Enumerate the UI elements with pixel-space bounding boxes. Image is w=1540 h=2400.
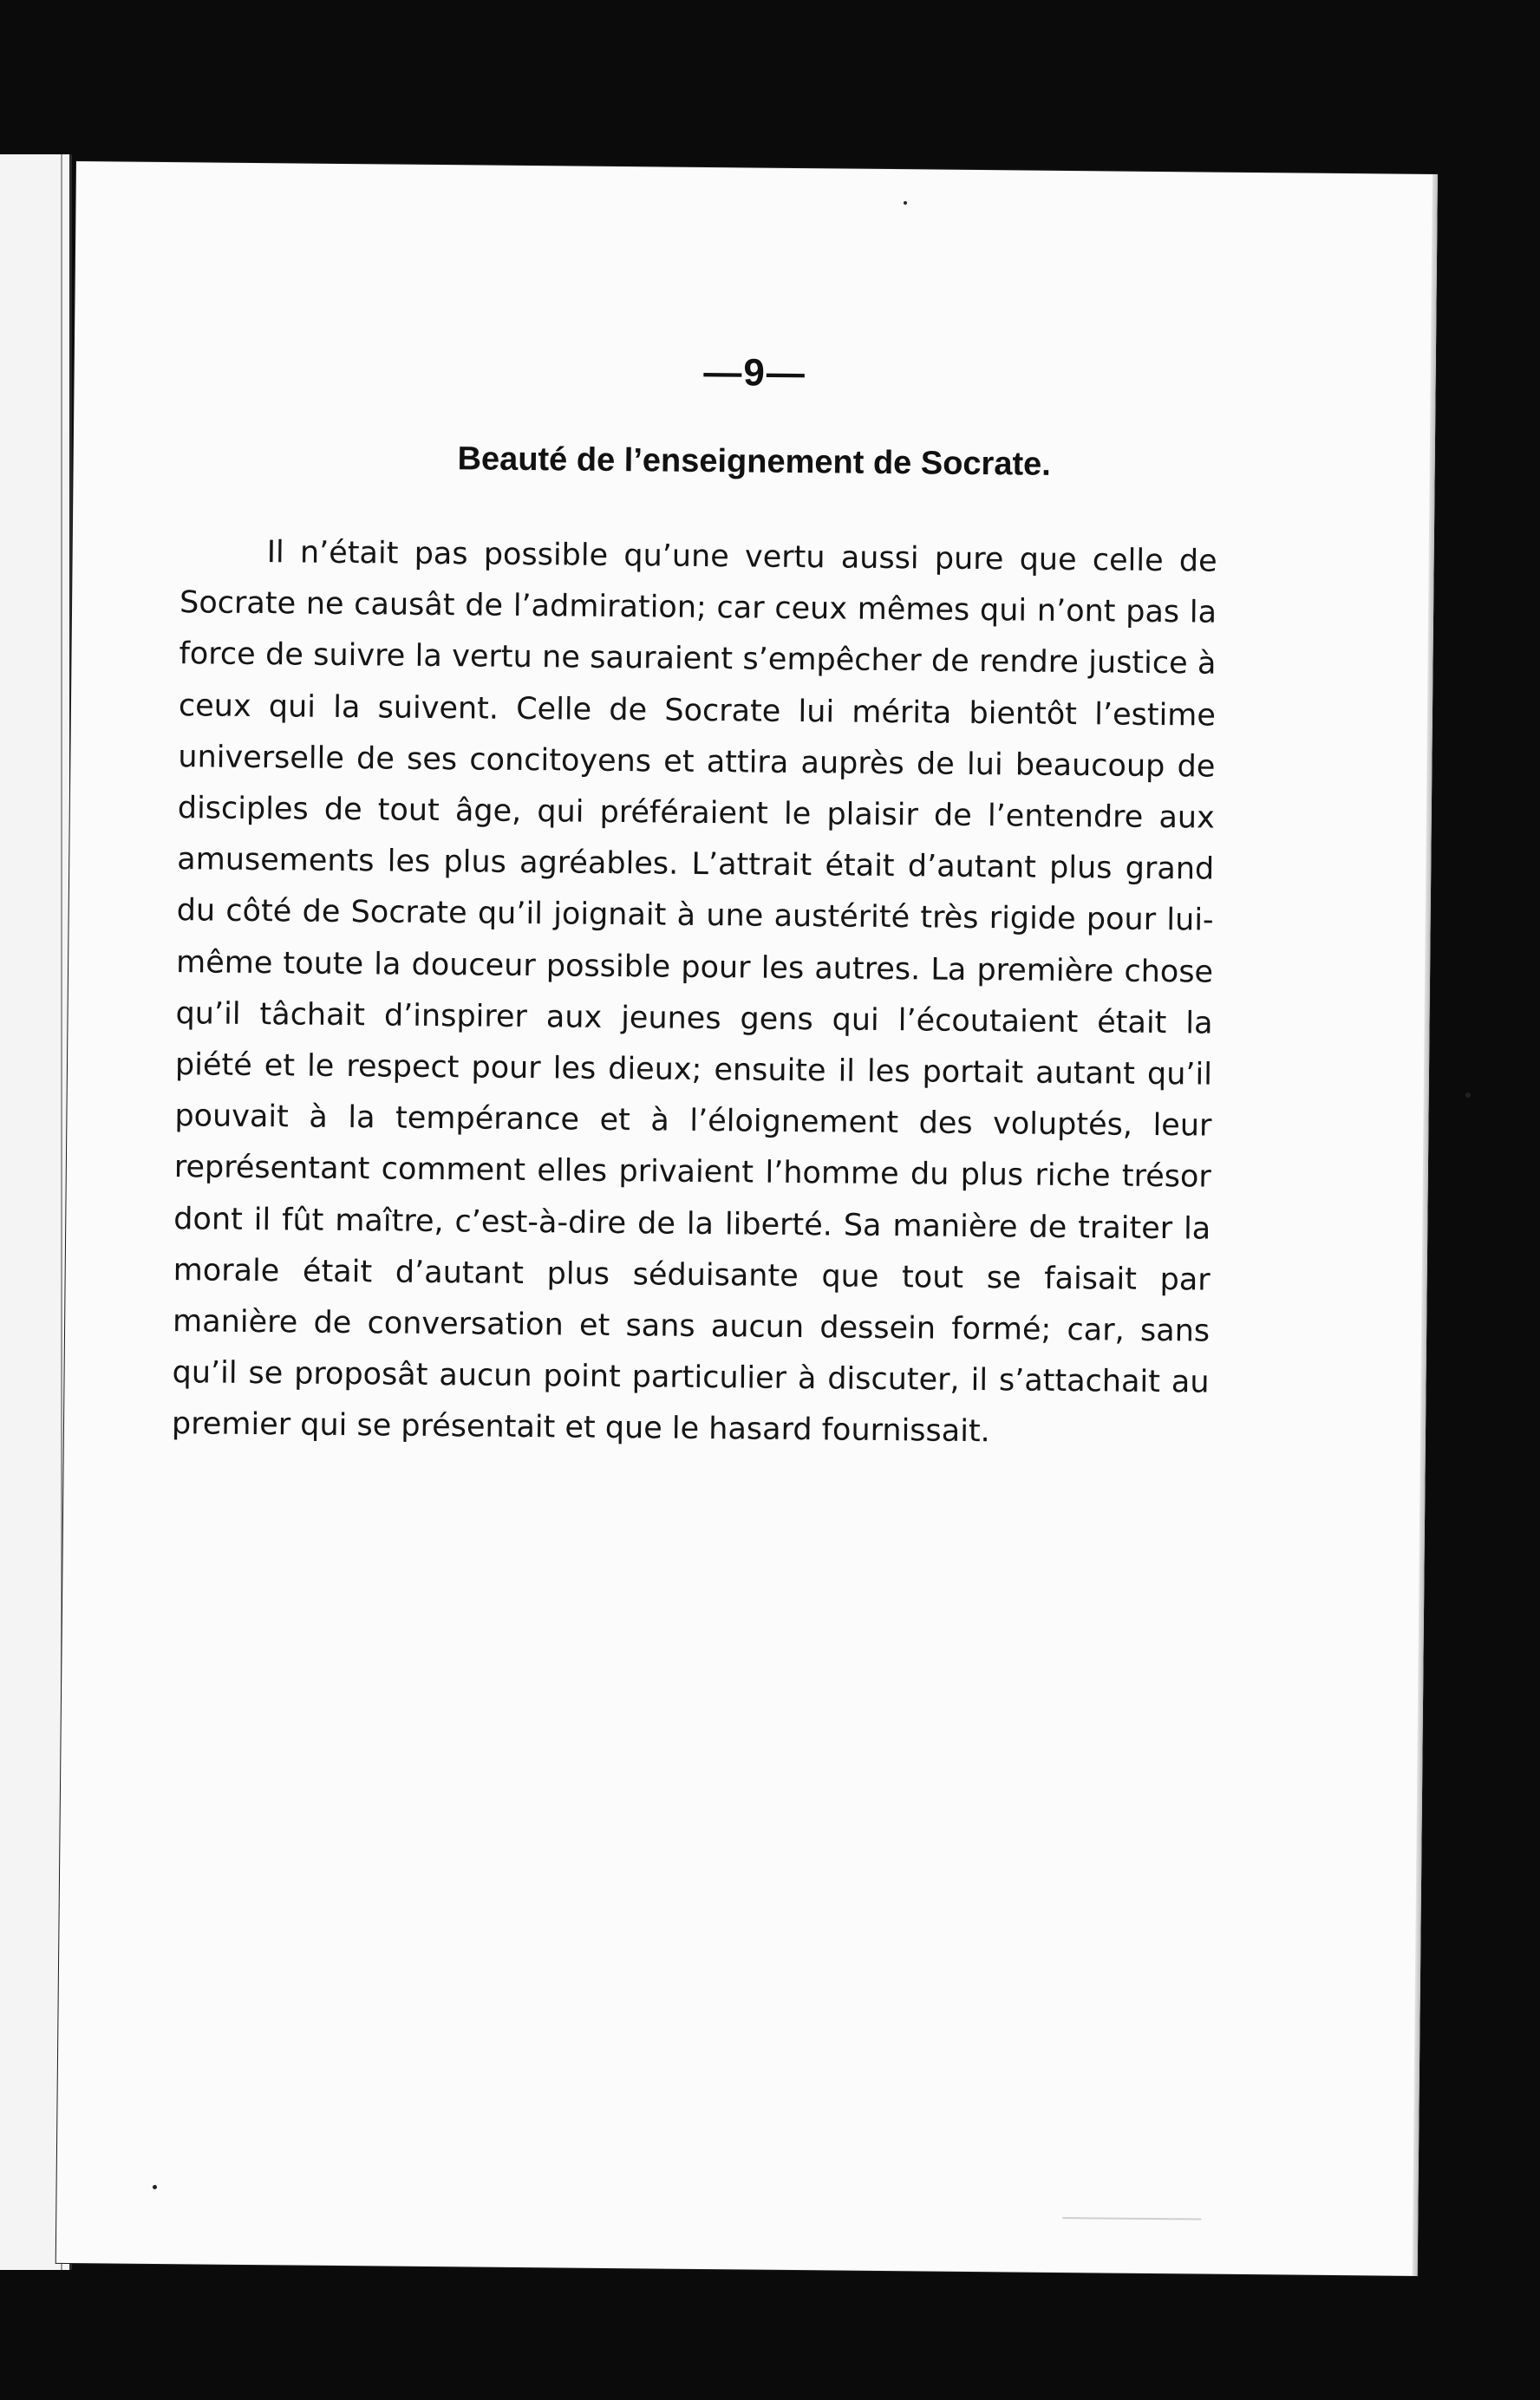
paragraph: Il n’était pas possible qu’une vertu aussi pure que celle de Socrate ne causât de l’admiration; car ceux mêmes qui n’ont pas la force de suivre la vertu ne sauraient s’empêcher de rendre justice à ceux qui la suivent. Celle de Socrate lui mérita bientôt l’estime universelle de ses concitoyens et attira auprès de lui beaucoup de disciples de tout âge, qui préféraient le plaisir de l’entendre aux amusements les plus agréables. L’attrait était d’autant plus grand du côté de Socrate qu’il joignait à une austérité très rigide pour lui-même toute la douceur possible pour les autres. La première chose qu’il tâchait d’inspirer aux jeunes gens qui l’écoutaient était la piété et le respect pour les dieux; ensuite il les portait autant qu’il pouvait à la tempérance et à l’éloignement des voluptés, leur représentant comment elles privaient l’homme du plus riche trésor dont il fût maître, c’est-à-dire de la liberté. Sa manière de traiter la morale était d’autant plus séduisante que tout se faisait par manière de conversation et sans aucun dessein formé; car, sans qu’il se proposât aucun point particulier à discuter, il s’attachait au premier qui se présentait et que le hasard fournissait. [171,535,1217,1450]
section-heading: Beauté de l’enseignement de Socrate. [457,440,1052,483]
faint-mark [1062,2217,1201,2221]
page-edge [1413,174,1438,2276]
page-number: —9— [703,350,807,395]
dust-speck [153,2185,157,2189]
dust-speck [1465,1092,1471,1098]
dust-speck [904,201,907,205]
book-page [56,161,1438,2276]
body-text [172,526,1217,1460]
